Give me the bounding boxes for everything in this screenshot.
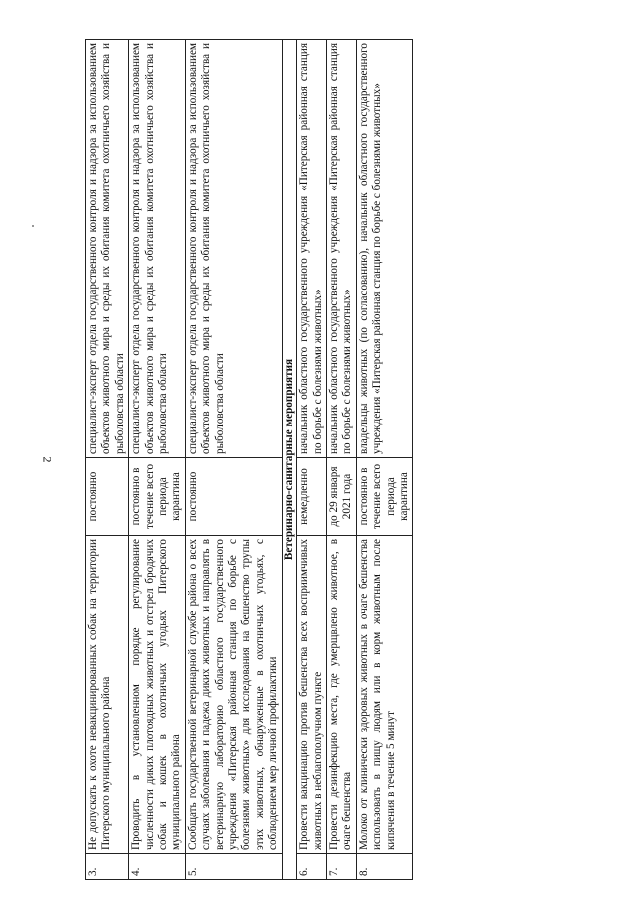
row-action: Сообщать государственной ветеринарной службе района о всех случаях заболевания и падежа диких животных и направлять в ветеринарную лабораторию областного государственного учреждения «Питерская районная станция по борьбе с болезнями животных» для исследования на бешенство трупы этих животных, обнаруженные в охотничьих угодьях, с соблюдением мер личной профилактики: [185, 536, 282, 854]
table-row: [326, 40, 356, 880]
row-number: 4.: [129, 854, 186, 880]
row-number: 7.: [326, 854, 356, 880]
row-responsible: владельцы животных (по согласованию), начальник областного государственного учреждения «Питерская районная станция по борьбе с болезнями животных»: [356, 40, 413, 458]
row-action: Провести вакцинацию против бешенства всех восприимчивых животных в неблагополучном пункте: [297, 536, 327, 854]
row-number: 6.: [297, 854, 327, 880]
table-row: [356, 40, 413, 880]
row-term: немедленно: [297, 458, 327, 536]
row-term: до 29 января 2021 года: [326, 458, 356, 536]
table-row: [86, 40, 129, 880]
page-number: 2: [40, 456, 55, 463]
row-number: 8.: [356, 854, 413, 880]
row-action: Не допускать к охоте невакцинированных собак на территории Питерского муниципального района: [86, 536, 129, 854]
row-responsible: начальник областного государственного учреждения «Питерская районная станция по борьбе с болезнями животных»: [297, 40, 327, 458]
row-term: постоянно в течение всего периода карантина: [129, 458, 186, 536]
row-responsible: специалист-эксперт отдела государственного контроля и надзора за использованием объектов животного мира и среды их обитания комитета охотничьего хозяйства и рыболовства области: [185, 40, 282, 458]
table-row: [185, 40, 282, 880]
row-action: Провести дезинфекцию места, где умерщвлено животное, в очаге бешенства: [326, 536, 356, 854]
row-action: Молоко от клинически здоровых животных в очаге бешенства использовать в пищу людям или в корм животным после кипячения в течение 5 минут: [356, 536, 413, 854]
section-header: Ветеринарно-санитарные мероприятия: [282, 40, 296, 880]
table-row: [297, 40, 327, 880]
row-number: 3.: [86, 854, 129, 880]
row-number: 5.: [185, 854, 282, 880]
row-term: постоянно: [86, 458, 129, 536]
row-responsible: начальник областного государственного учреждения «Питерская районная станция по борьбе с болезнями животных»: [326, 40, 356, 458]
measures-table-container: [85, 40, 413, 880]
row-term: постоянно в течение всего периода карантина: [356, 458, 413, 536]
row-responsible: специалист-эксперт отдела государственного контроля и надзора за использованием объектов животного мира и среды их обитания комитета охотничьего хозяйства и рыболовства области: [86, 40, 129, 458]
measures-table: [85, 39, 413, 880]
scan-speck: [32, 225, 34, 227]
row-term: постоянно: [185, 458, 282, 536]
row-action: Проводить в установленном порядке регулирование численности диких плотоядных животных и отстрел бродячих собак и кошек в охотничьих угодьях Питерского муниципального района: [129, 536, 186, 854]
measures-table-body: [86, 40, 413, 880]
row-responsible: специалист-эксперт отдела государственного контроля и надзора за использованием объектов животного мира и среды их обитания комитета охотничьего хозяйства и рыболовства области: [129, 40, 186, 458]
section-header-row: [282, 40, 296, 880]
table-row: [129, 40, 186, 880]
